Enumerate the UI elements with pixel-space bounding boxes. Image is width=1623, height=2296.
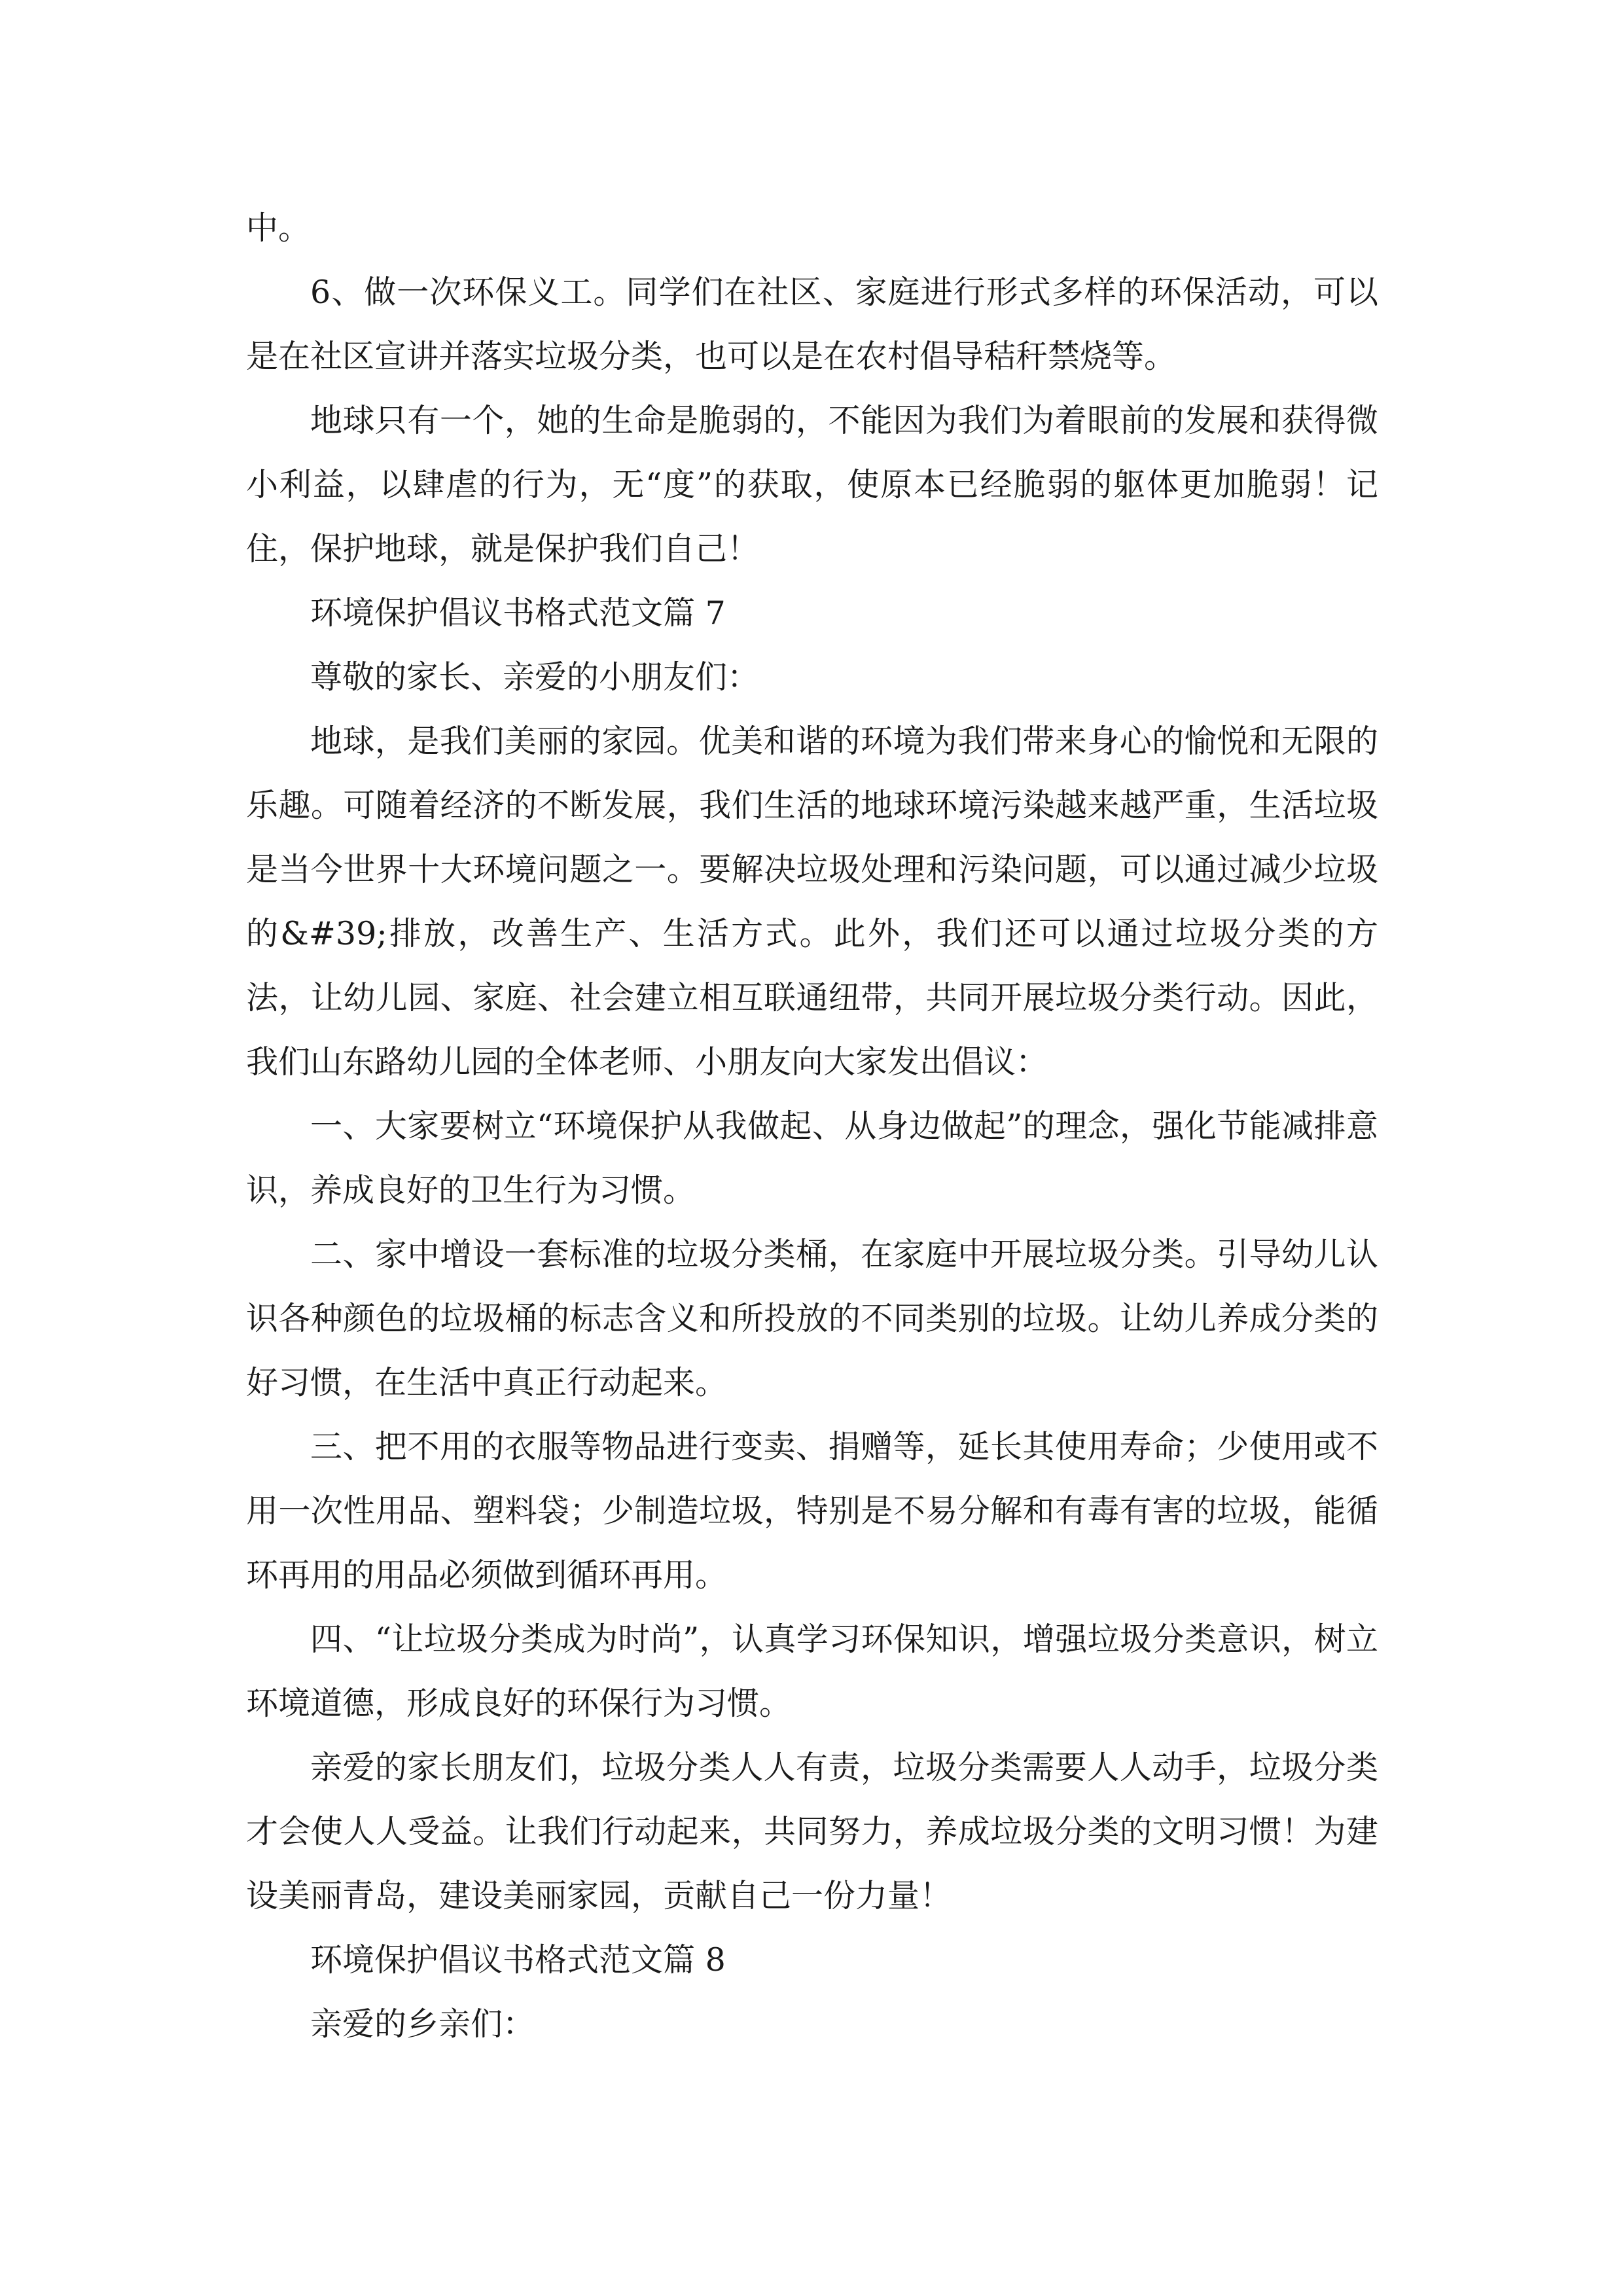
paragraph-earth-only-one: 地球只有一个，她的生命是脆弱的，不能因为我们为着眼前的发展和获得微小利益，以肆虐的行为，无“度”的获取，使原本已经脆弱的躯体更加脆弱！记住，保护地球，就是保护我们自己！ <box>246 402 1378 567</box>
section-heading-7: 环境保护倡议书格式范文篇 7 <box>310 594 726 632</box>
paragraph-earth-home: 地球，是我们美丽的家园。优美和谐的环境为我们带来身心的愉悦和无限的乐趣。可随着经济的不断发展，我们生活的地球环境污染越来越严重，生活垃圾是当今世界十大环境问题之一。要解决垃圾处理和污染问题，可以通过减少垃圾的&#39;排放，改善生产、生活方式。此外，我们还可以通过垃圾分类的方法，让幼儿园、家庭、社会建立相互联通纽带，共同开展垃圾分类行动。因此，我们山东路幼儿园的全体老师、小朋友向大家发出倡议： <box>246 723 1378 1081</box>
proposal-item-4: 四、“让垃圾分类成为时尚”，认真学习环保知识，增强垃圾分类意识，树立环境道德，形成良好的环保行为习惯。 <box>246 1621 1378 1722</box>
salutation-parents-children: 尊敬的家长、亲爱的小朋友们： <box>310 658 760 696</box>
paragraph-item-6: 6、做一次环保义工。同学们在社区、家庭进行形式多样的环保活动，可以是在社区宣讲并落实垃圾分类，也可以是在农村倡导秸秆禁烧等。 <box>246 274 1378 375</box>
document-body <box>246 196 1378 2056</box>
paragraph-closing-appeal: 亲爱的家长朋友们，垃圾分类人人有责，垃圾分类需要人人动手，垃圾分类才会使人人受益。让我们行动起来，共同努力，养成垃圾分类的文明习惯！为建设美丽青岛，建设美丽家园，贡献自己一份力量！ <box>246 1749 1378 1914</box>
salutation-villagers: 亲爱的乡亲们： <box>310 2005 535 2043</box>
proposal-item-1: 一、大家要树立“环境保护从我做起、从身边做起”的理念，强化节能减排意识，养成良好的卫生行为习惯。 <box>246 1107 1378 1209</box>
proposal-item-2: 二、家中增设一套标准的垃圾分类桶，在家庭中开展垃圾分类。引导幼儿认识各种颜色的垃圾桶的标志含义和所投放的不同类别的垃圾。让幼儿养成分类的好习惯，在生活中真正行动起来。 <box>246 1236 1378 1401</box>
paragraph-continuation: 中。 <box>246 209 311 247</box>
section-heading-8: 环境保护倡议书格式范文篇 8 <box>310 1941 726 1979</box>
proposal-item-3: 三、把不用的衣服等物品进行变卖、捐赠等，延长其使用寿命；少使用或不用一次性用品、塑料袋；少制造垃圾，特别是不易分解和有毒有害的垃圾，能循环再用的用品必须做到循环再用。 <box>246 1428 1378 1594</box>
